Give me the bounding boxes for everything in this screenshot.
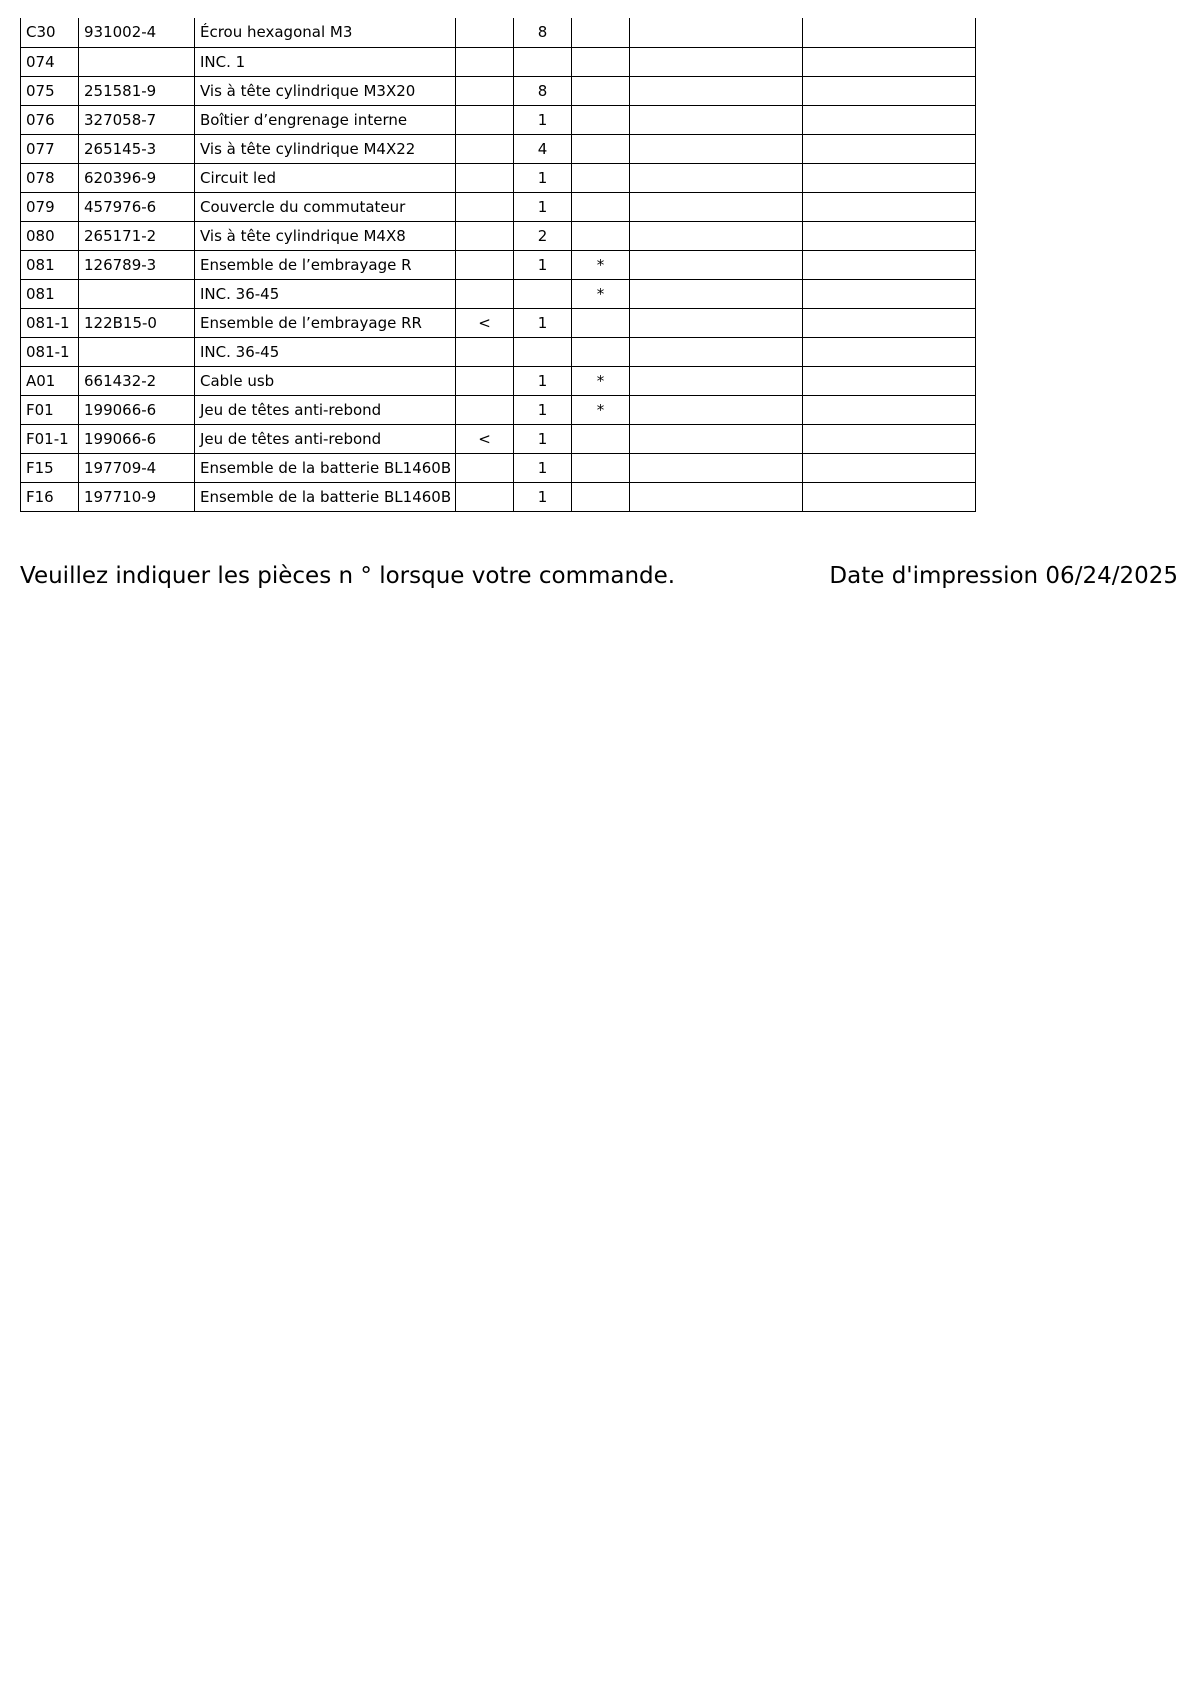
table-row [21,424,976,453]
blank-cell [630,163,803,192]
table-row [21,395,976,424]
blank-cell [630,105,803,134]
blank-cell [630,192,803,221]
item-number-cell: 081-1 [21,308,79,337]
description-cell: Écrou hexagonal M3 [195,18,456,47]
quantity-cell: 1 [514,366,572,395]
table-row [21,308,976,337]
quantity-cell: 8 [514,76,572,105]
part-number-cell: 265171-2 [79,221,195,250]
blank-cell [803,395,976,424]
quantity-cell: 1 [514,192,572,221]
description-cell: Boîtier d’engrenage interne [195,105,456,134]
quantity-cell [514,47,572,76]
quantity-cell: 2 [514,221,572,250]
quantity-cell: 4 [514,134,572,163]
mark-cell [456,163,514,192]
item-number-cell: F01 [21,395,79,424]
mark-cell [456,134,514,163]
star-cell [572,337,630,366]
description-cell: Circuit led [195,163,456,192]
mark-cell [456,250,514,279]
quantity-cell: 1 [514,250,572,279]
blank-cell [630,250,803,279]
blank-cell [803,105,976,134]
part-number-cell: 265145-3 [79,134,195,163]
star-cell [572,221,630,250]
blank-cell [630,308,803,337]
order-instruction: Veuillez indiquer les pièces n ° lorsque votre commande. [20,563,676,589]
quantity-cell: 1 [514,308,572,337]
part-number-cell: 199066-6 [79,424,195,453]
star-cell [572,18,630,47]
blank-cell [803,163,976,192]
mark-cell [456,76,514,105]
mark-cell [456,366,514,395]
star-cell [572,424,630,453]
quantity-cell: 8 [514,18,572,47]
table-row [21,163,976,192]
item-number-cell: 076 [21,105,79,134]
blank-cell [630,279,803,308]
description-cell: Vis à tête cylindrique M4X22 [195,134,456,163]
description-cell: Cable usb [195,366,456,395]
part-number-cell: 457976-6 [79,192,195,221]
blank-cell [630,221,803,250]
star-cell: * [572,279,630,308]
description-cell: Vis à tête cylindrique M3X20 [195,76,456,105]
star-cell: * [572,395,630,424]
description-cell: Couvercle du commutateur [195,192,456,221]
description-cell: INC. 36-45 [195,279,456,308]
part-number-cell: 251581-9 [79,76,195,105]
part-number-cell [79,337,195,366]
star-cell: * [572,366,630,395]
table-row [21,221,976,250]
part-number-cell: 931002-4 [79,18,195,47]
description-cell: Jeu de têtes anti-rebond [195,424,456,453]
blank-cell [803,76,976,105]
blank-cell [803,134,976,163]
star-cell [572,482,630,511]
blank-cell [630,395,803,424]
blank-cell [803,279,976,308]
part-number-cell [79,279,195,308]
item-number-cell: 077 [21,134,79,163]
description-cell: Ensemble de la batterie BL1460B [195,482,456,511]
part-number-cell: 197709-4 [79,453,195,482]
blank-cell [630,366,803,395]
mark-cell [456,395,514,424]
blank-cell [803,424,976,453]
item-number-cell: C30 [21,18,79,47]
quantity-cell [514,337,572,366]
blank-cell [630,482,803,511]
star-cell [572,105,630,134]
description-cell: Vis à tête cylindrique M4X8 [195,221,456,250]
table-row [21,105,976,134]
table-row [21,250,976,279]
part-number-cell: 199066-6 [79,395,195,424]
parts-table-body [21,18,976,511]
blank-cell [630,337,803,366]
part-number-cell: 197710-9 [79,482,195,511]
quantity-cell: 1 [514,424,572,453]
description-cell: INC. 36-45 [195,337,456,366]
blank-cell [803,453,976,482]
star-cell [572,163,630,192]
table-row [21,453,976,482]
blank-cell [803,250,976,279]
quantity-cell: 1 [514,395,572,424]
table-row [21,192,976,221]
quantity-cell [514,279,572,308]
star-cell: * [572,250,630,279]
table-row [21,279,976,308]
blank-cell [803,221,976,250]
blank-cell [803,366,976,395]
description-cell: Jeu de têtes anti-rebond [195,395,456,424]
blank-cell [630,453,803,482]
blank-cell [803,337,976,366]
blank-cell [803,482,976,511]
table-row [21,134,976,163]
mark-cell: < [456,308,514,337]
blank-cell [630,424,803,453]
mark-cell [456,221,514,250]
part-number-cell: 122B15-0 [79,308,195,337]
table-row [21,47,976,76]
blank-cell [803,308,976,337]
item-number-cell: 074 [21,47,79,76]
blank-cell [803,47,976,76]
item-number-cell: 080 [21,221,79,250]
item-number-cell: F01-1 [21,424,79,453]
item-number-cell: 081 [21,279,79,308]
blank-cell [630,18,803,47]
item-number-cell: F16 [21,482,79,511]
star-cell [572,453,630,482]
mark-cell [456,105,514,134]
quantity-cell: 1 [514,105,572,134]
quantity-cell: 1 [514,163,572,192]
part-number-cell [79,47,195,76]
star-cell [572,134,630,163]
star-cell [572,308,630,337]
mark-cell: < [456,424,514,453]
blank-cell [630,47,803,76]
table-row [21,366,976,395]
item-number-cell: 075 [21,76,79,105]
table-row [21,76,976,105]
description-cell: Ensemble de la batterie BL1460B [195,453,456,482]
mark-cell [456,279,514,308]
blank-cell [630,76,803,105]
description-cell: Ensemble de l’embrayage R [195,250,456,279]
mark-cell [456,337,514,366]
table-row [21,18,976,47]
star-cell [572,76,630,105]
mark-cell [456,482,514,511]
item-number-cell: A01 [21,366,79,395]
part-number-cell: 327058-7 [79,105,195,134]
star-cell [572,47,630,76]
star-cell [572,192,630,221]
mark-cell [456,18,514,47]
blank-cell [803,192,976,221]
blank-cell [630,134,803,163]
mark-cell [456,192,514,221]
table-row [21,337,976,366]
description-cell: INC. 1 [195,47,456,76]
table-row [21,482,976,511]
quantity-cell: 1 [514,482,572,511]
mark-cell [456,453,514,482]
item-number-cell: 079 [21,192,79,221]
print-date: Date d'impression 06/24/2025 [829,563,1178,589]
part-number-cell: 620396-9 [79,163,195,192]
item-number-cell: F15 [21,453,79,482]
item-number-cell: 081-1 [21,337,79,366]
description-cell: Ensemble de l’embrayage RR [195,308,456,337]
mark-cell [456,47,514,76]
item-number-cell: 081 [21,250,79,279]
part-number-cell: 661432-2 [79,366,195,395]
part-number-cell: 126789-3 [79,250,195,279]
item-number-cell: 078 [21,163,79,192]
quantity-cell: 1 [514,453,572,482]
parts-table [20,18,976,512]
blank-cell [803,18,976,47]
